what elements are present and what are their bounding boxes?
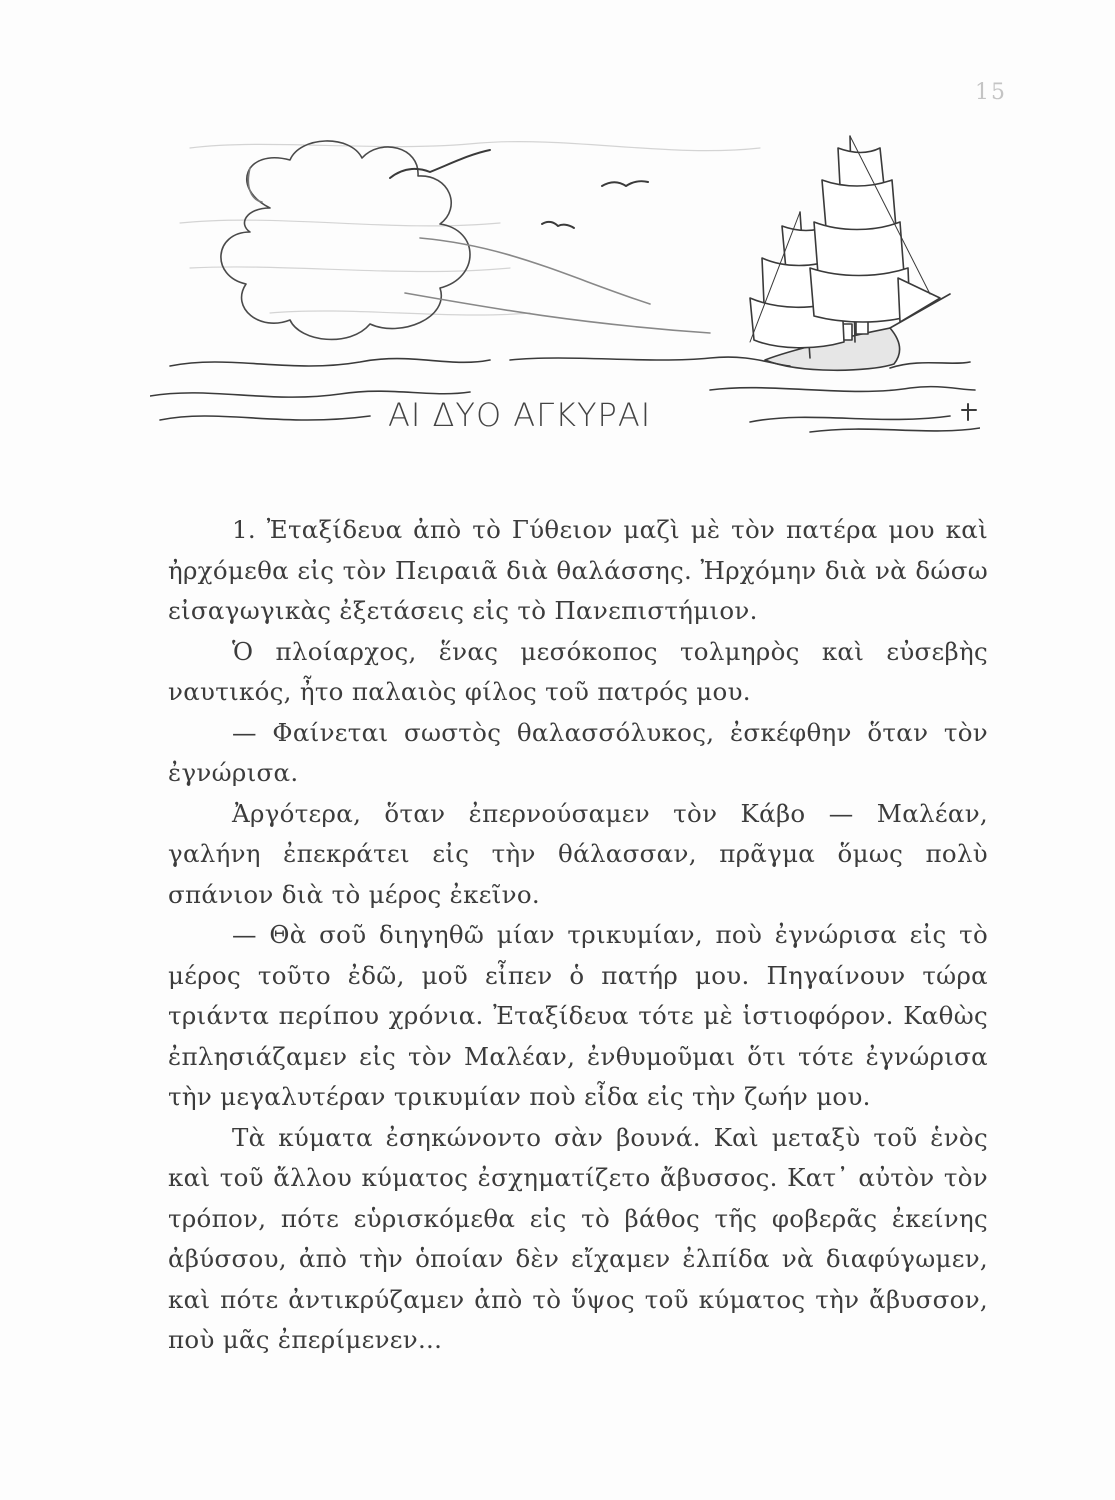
paragraph: Ἀργότερα, ὅταν ἐπερνούσαμεν τὸν Κάβο — Μαλέαν, γαλήνη ἐπεκράτει εἰς τὴν θάλασσαν, πρᾶγμα ὅμως πολὺ σπάνιον διὰ τὸ μέρος ἐκεῖνο.: [168, 798, 988, 909]
seagull-icon: [602, 181, 648, 186]
paragraph: 1. Ἐταξίδευα ἀπὸ τὸ Γύθειον μαζὶ μὲ τὸν πατέρα μου καὶ ἠρχόμεθα εἰς τὸν Πειραιᾶ διὰ θαλάσσης. Ἠρχόμην διὰ νὰ δώσω εἰσαγωγικὰς ἐξετάσεις εἰς τὸ Πανεπιστήμιον.: [168, 515, 988, 625]
sail: [898, 278, 940, 322]
seagull-icon: [390, 150, 490, 178]
paragraph: Ὁ πλοίαρχος, ἕνας μεσόκοπος τολμηρὸς καὶ εὐσεβὴς ναυτικός, ἦτο παλαιὸς φίλος τοῦ πατρός μου.: [168, 636, 988, 706]
sail: [814, 222, 904, 280]
page-number: 15: [975, 80, 1007, 105]
paragraph: Τὰ κύματα ἐσηκώνοντο σὰν βουνά. Καὶ μεταξὺ τοῦ ἑνὸς καὶ τοῦ ἄλλου κύματος ἐσχηματίζετο ἄβυσσος. Κατ᾽ αὐτὸν τὸν τρόπον, πότε εὑρισκόμεθα εἰς τὸ βάθος τῆς φοβερᾶς ἐκείνης ἀβύσσου, ἀπὸ τὴν ὁποίαν δὲν εἴχαμεν ἐλπίδα νὰ διαφύγωμεν, καὶ πότε ἀντικρύζαμεν ἀπὸ τὸ ὕψος τοῦ κύματος τὴν ἄβυσσον, ποὺ μᾶς ἐπερίμενεν...: [168, 1122, 988, 1354]
chapter-title: ΑΙ ΔΥΟ ΑΓΚΥΡΑΙ: [388, 396, 652, 434]
paragraph: — Φαίνεται σωστὸς θαλασσόλυκος, ἐσκέφθην ὅταν τὸν ἐγνώρισα.: [168, 717, 988, 787]
body-text: [168, 510, 988, 1361]
paragraph: — Θὰ σοῦ διηγηθῶ μίαν τρικυμίαν, ποὺ ἐγνώρισα εἰς τὸ μέρος τοῦτο ἐδῶ, μοῦ εἶπεν ὁ πατήρ μου. Πηγαίνουν τώρα τριάντα περίπου χρόνια. Ἐταξίδευα τότε μὲ ἱστιοφόρον. Καθὼς ἐπλησιάζαμεν εἰς τὸν Μαλέαν, ἐνθυμοῦμαι ὅτι τότε ἐγνώρισα τὴν μεγαλυτέραν τρικυμίαν ποὺ εἶδα εἰς τὴν ζωήν μου.: [168, 920, 988, 1111]
seagull-icon: [542, 222, 574, 228]
sail: [810, 268, 910, 322]
